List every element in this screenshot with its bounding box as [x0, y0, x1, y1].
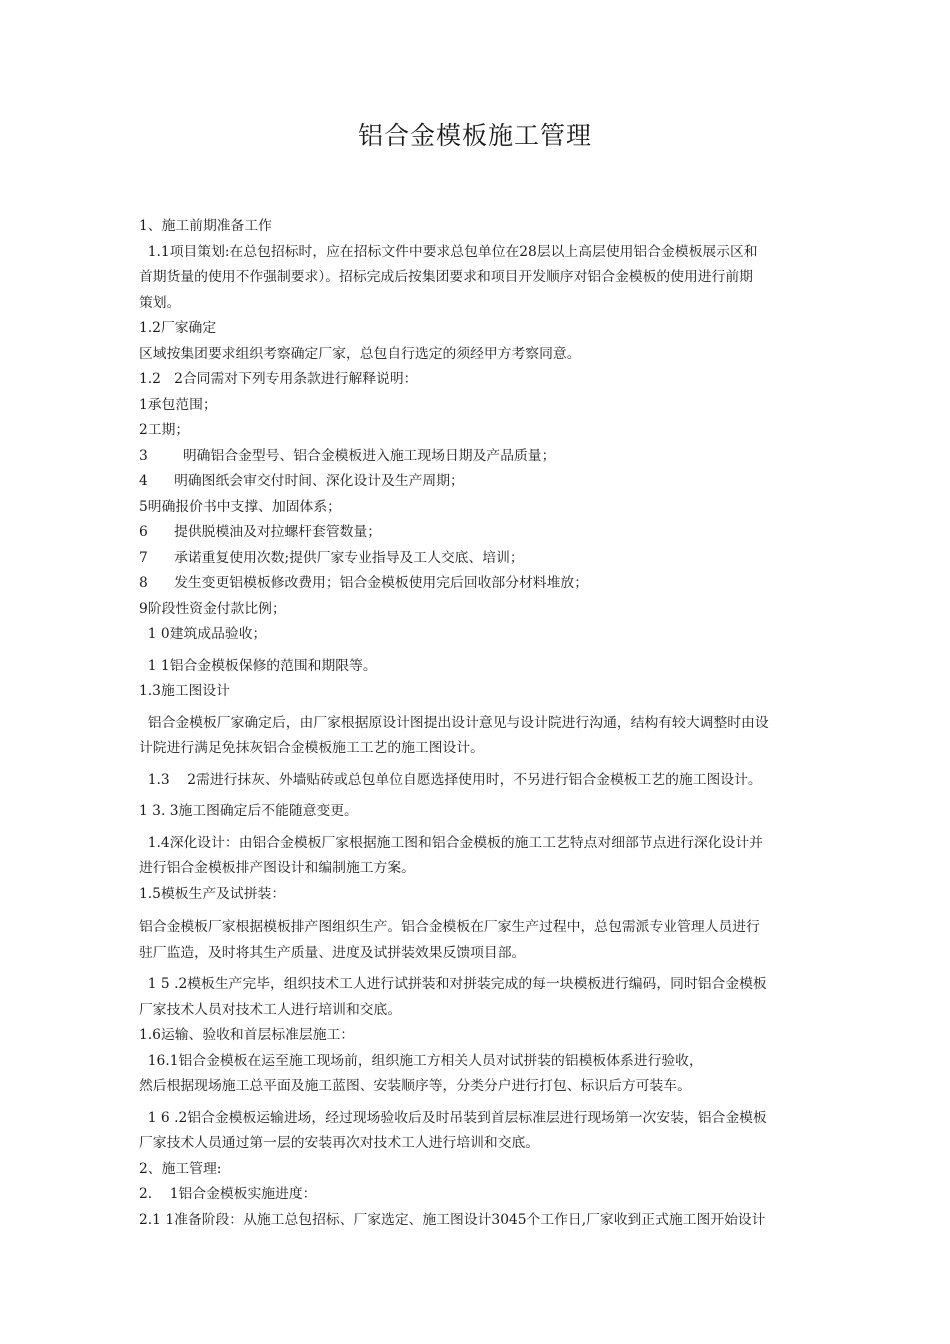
list-item: 1承包范围； [139, 396, 217, 413]
paragraph-line: 然后根据现场施工总平面及施工蓝图、安装顺序等，分类分户进行打包、标识后方可装车。 [139, 1078, 691, 1094]
document-title: 铝合金模板施工管理 [357, 121, 592, 150]
list-item: 1 1铝合金模板保修的范围和期限等。 [139, 657, 377, 674]
paragraph-line: 铝合金模板厂家确定后，由厂家根据原设计图提出设计意见与设计院进行沟通，结构有较大调整时由设 [139, 714, 769, 731]
paragraph-line: 1 5 .2模板生产完毕，组织技术工人进行试拼装和对拼装完成的每一块模板进行编码，同时铝合金模板 [139, 976, 767, 992]
paragraph-line: 厂家技术人员对技术工人进行培训和交底。 [139, 1001, 402, 1018]
paragraph-line: 1.2 2合同需对下列专用条款进行解释说明： [139, 371, 418, 387]
paragraph-line: 策划。 [139, 294, 181, 311]
paragraph-line: 驻厂监造，及时将其生产质量、进度及试拼装效果反馈项目部。 [139, 944, 526, 961]
list-item: 8 发生变更铝模板修改费用；铝合金模板使用完后回收部分材料堆放； [139, 575, 588, 591]
paragraph-line: 1.1项目策划:在总包招标时，应在招标文件中要求总包单位在28层以上高层使用铝合金模板展示区和 [139, 243, 758, 260]
list-item: 7 承诺重复使用次数;提供厂家专业指导及工人交底、培训； [139, 549, 524, 566]
list-item: 3 明确铝合金型号、铝合金模板进入施工现场日期及产品质量； [139, 447, 556, 464]
paragraph-line: 1 6 .2铝合金模板运输进场，经过现场验收后及时吊装到首层标准层进行现场第一次安装，铝合金模板 [139, 1109, 767, 1126]
subsection-heading: 1.6运输、验收和首层标准层施工： [139, 1027, 355, 1043]
list-item: 4 明确图纸会审交付时间、深化设计及生产周期； [139, 473, 464, 489]
document-body [139, 214, 829, 1233]
paragraph-line: 1.4深化设计：由铝合金模板厂家根据施工图和铝合金模板的施工工艺特点对细部节点进行深化设计并 [139, 834, 763, 851]
list-item: 2工期； [139, 422, 190, 438]
list-item: 1 0建筑成品验收； [139, 626, 267, 642]
subsection-heading: 2. 1铝合金模板实施进度： [139, 1186, 317, 1202]
paragraph-line: 2.1 1准备阶段：从施工总包招标、厂家选定、施工图设计3045个工作日,厂家收到正式施工图开始设计 [139, 1211, 766, 1228]
paragraph-line: 首期货量的使用不作强制要求）。招标完成后按集团要求和项目开发顺序对铝合金模板的使用进行前期 [139, 269, 753, 285]
subsection-heading: 1.2厂家确定 [139, 320, 217, 336]
subsection-heading: 1.3施工图设计 [139, 683, 230, 699]
section-heading: 2、施工管理: [139, 1160, 222, 1177]
section-heading: 1、施工前期准备工作 [139, 218, 272, 234]
paragraph-line: 区域按集团要求组织考察确定厂家，总包自行选定的须经甲方考察同意。 [139, 345, 581, 362]
paragraph-line: 进行铝合金模板排产图设计和编制施工方案。 [139, 860, 415, 876]
subsection-heading: 1.5模板生产及试拼装： [139, 885, 286, 902]
paragraph-line: 计院进行满足免抹灰铝合金模板施工工艺的施工图设计。 [139, 740, 484, 756]
paragraph-line: 1 3. 3施工图确定后不能随意变更。 [139, 803, 358, 819]
paragraph-line: 1.3 2需进行抹灰、外墙贴砖或总包单位自愿选择使用时，不另进行铝合金模板工艺的施工图设计。 [139, 771, 762, 788]
paragraph-line: 厂家技术人员通过第一层的安装再次对技术工人进行培训和交底。 [139, 1135, 540, 1151]
paragraph-line: 16.1铝合金模板在运至施工现场前，组织施工方相关人员对试拼装的铝模板体系进行验收， [139, 1052, 703, 1069]
paragraph-line: 铝合金模板厂家根据模板排产图组织生产。铝合金模板在厂家生产过程中，总包需派专业管理人员进行 [139, 919, 760, 935]
list-item: 9阶段性资金付款比例； [139, 600, 286, 617]
list-item: 5明确报价书中支撑、加固体系； [139, 498, 341, 515]
list-item: 6 提供脱模油及对拉螺杆套管数量； [139, 524, 382, 540]
